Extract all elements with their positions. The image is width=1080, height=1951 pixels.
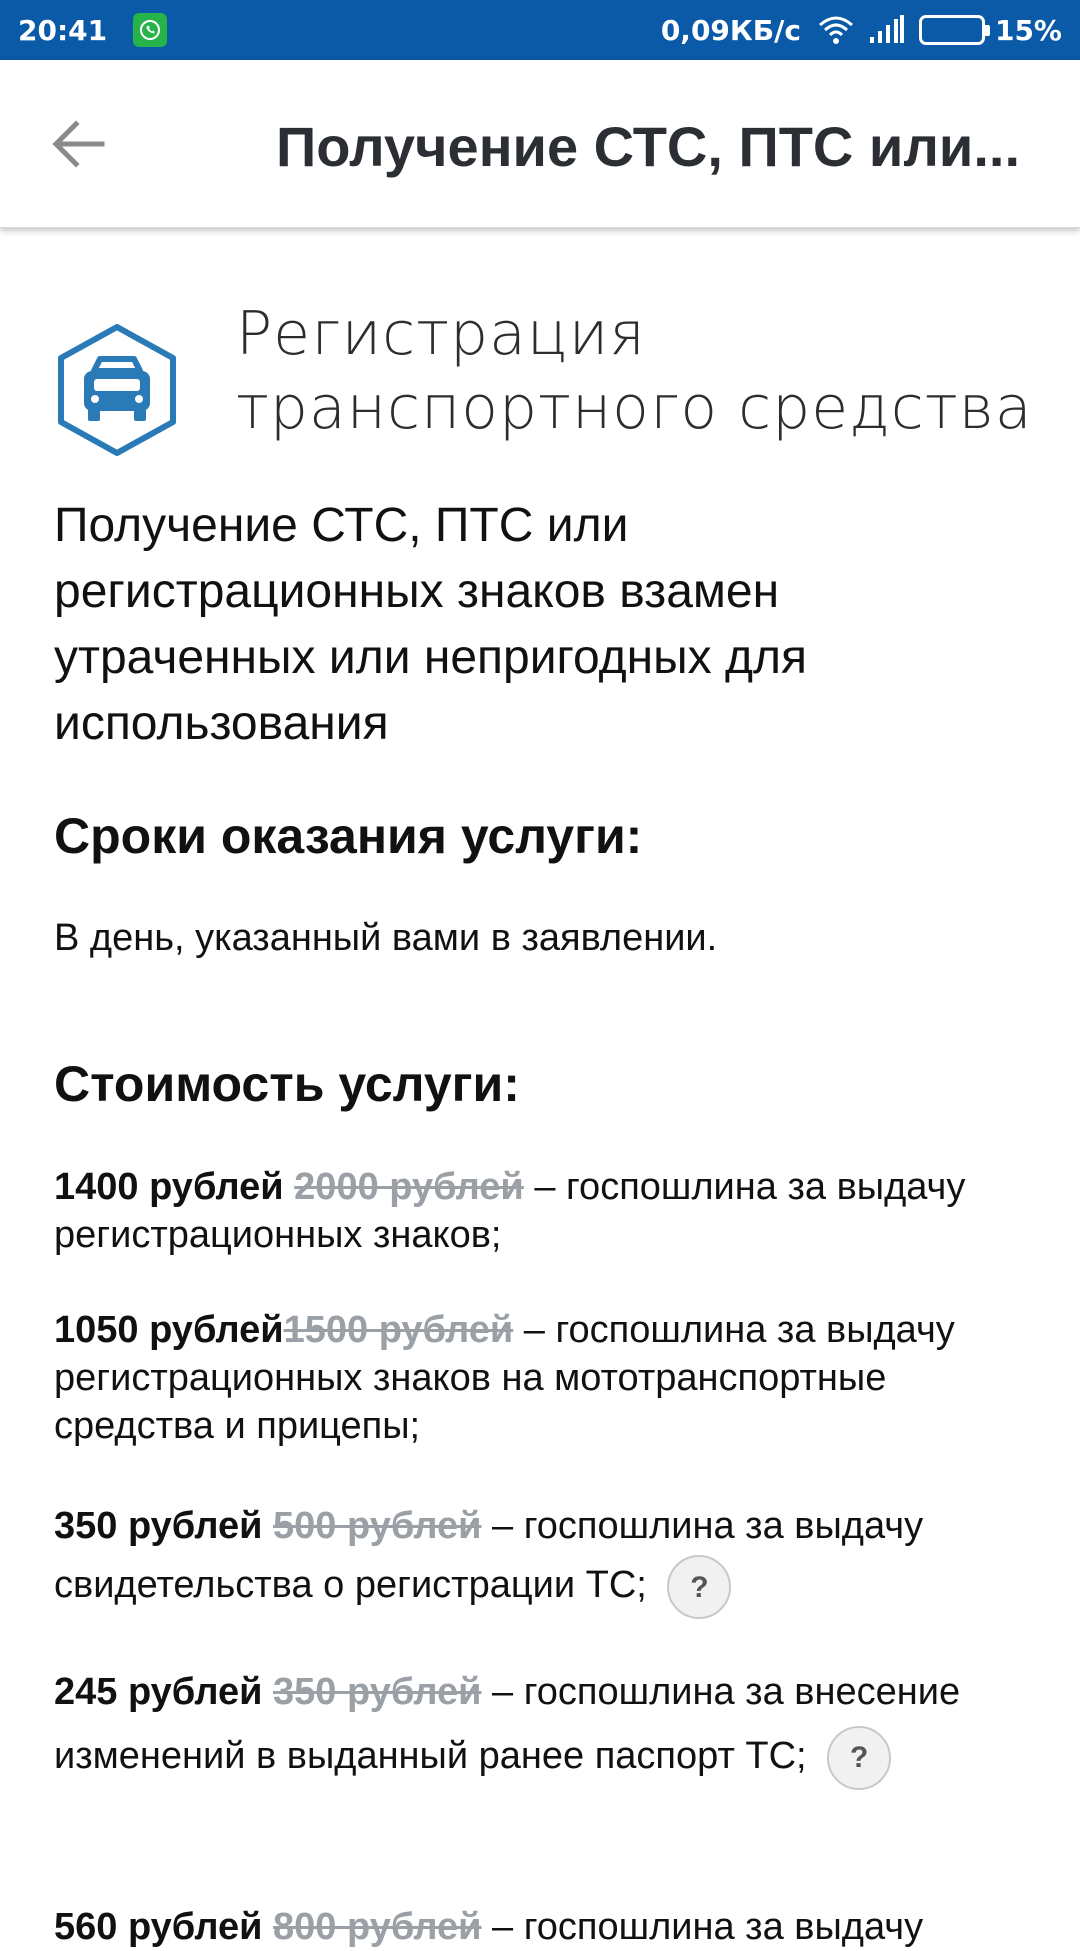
- service-details[interactable]: [0, 229, 1080, 1948]
- fee-description: – госпошлина за внесение изменений в выданный ранее паспорт ТС;: [54, 1671, 961, 1777]
- fee-old-price: 350 рублей: [273, 1671, 482, 1713]
- battery-icon: [919, 15, 985, 45]
- terms-heading: Сроки оказания услуги:: [54, 808, 643, 864]
- status-time: 20:41: [18, 13, 108, 47]
- cost-heading: Стоимость услуги:: [54, 1056, 520, 1112]
- fee-help-button[interactable]: ?: [827, 1726, 891, 1790]
- fee-old-price: 500 рублей: [273, 1505, 482, 1547]
- fee-price: 245 рублей: [54, 1671, 263, 1713]
- fee-description: – госпошлина за выдачу регистрационных знаков на мототранспортные средства и прицепы;: [54, 1309, 955, 1447]
- fee-price: 350 рублей: [54, 1505, 263, 1547]
- fee-item: [54, 1498, 1030, 1619]
- fee-old-price: 2000 рублей: [294, 1166, 524, 1208]
- terms-text: В день, указанный вами в заявлении.: [54, 917, 718, 959]
- app-bar: [0, 60, 1080, 228]
- fee-item: [54, 1660, 1030, 1790]
- battery-percent: 15%: [994, 13, 1062, 47]
- service-title: Получение СТС, ПТС или регистрационных знаков взамен утраченных или непригодных для использования: [54, 499, 807, 750]
- network-speed: 0,09КБ/с: [660, 13, 801, 47]
- fee-price: 1050 рублей: [54, 1309, 284, 1351]
- fee-help-button[interactable]: ?: [667, 1555, 731, 1619]
- fee-item: [54, 1163, 1030, 1259]
- signal-icon: [869, 15, 905, 45]
- fee-old-price: 1500 рублей: [283, 1309, 514, 1351]
- category-header: [54, 297, 1054, 447]
- fee-item: [54, 1306, 1030, 1450]
- fee-item: [54, 1903, 1030, 1951]
- fee-description: – госпошлина за выдачу свидетельства о регистрации ТС;: [54, 1505, 924, 1607]
- back-button[interactable]: [46, 112, 110, 176]
- fee-description: – госпошлина за выдачу: [481, 1906, 924, 1948]
- fee-description: – госпошлина за выдачу регистрационных знаков;: [54, 1166, 966, 1256]
- whatsapp-notification-icon: [133, 13, 167, 47]
- wifi-icon: [817, 15, 855, 45]
- back-arrow-icon: [52, 120, 104, 168]
- fee-old-price: 800 рублей: [273, 1906, 482, 1948]
- car-hexagon-icon: [54, 323, 180, 457]
- page-title: Получение СТС, ПТС или...: [276, 115, 1021, 178]
- status-bar: [0, 0, 1080, 60]
- fee-price: 1400 рублей: [54, 1166, 284, 1208]
- category-name: Регистрация транспортного средства: [236, 299, 1033, 443]
- fee-price: 560 рублей: [54, 1906, 263, 1948]
